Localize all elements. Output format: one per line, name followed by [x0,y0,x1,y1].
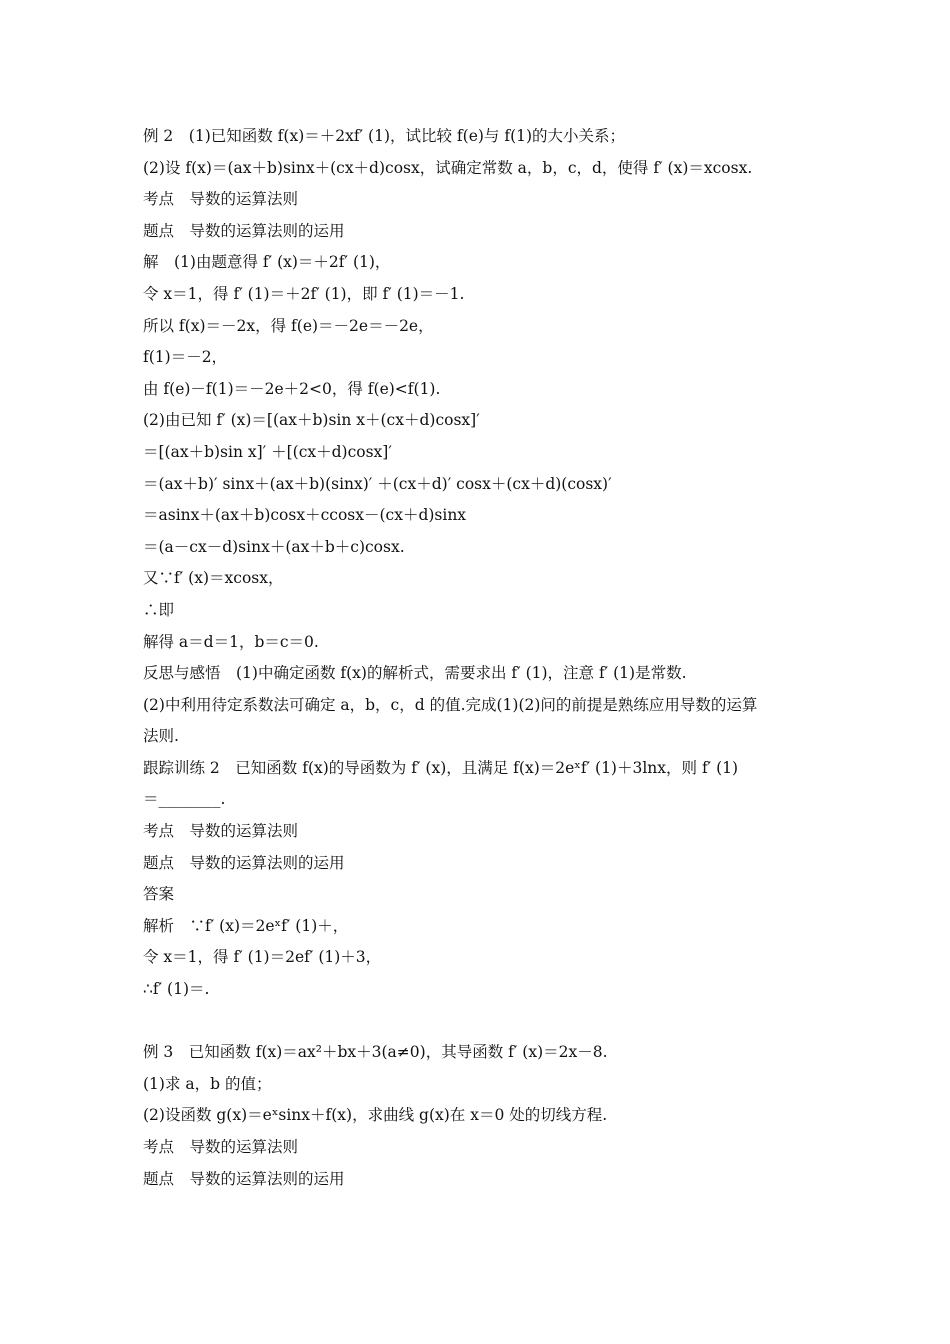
subtopic-label: 题点 导数的运算法则的运用 [143,221,345,240]
solution-line: ＝(a－cx－d)sinx＋(ax＋b＋c)cosx. [143,537,405,556]
solution-line: ＝[(ax＋b)sin x]′ ＋[(cx＋d)cosx]′ [143,442,392,461]
subtopic-label: 题点 导数的运算法则的运用 [143,1169,345,1188]
reflection-line: 反思与感悟 (1)中确定函数 f(x)的解析式，需要求出 f′ (1)，注意 f′ (1)是常数. [143,664,687,683]
document-body [143,121,823,1195]
solution-line: 解得 a＝d＝1，b＝c＝0. [143,632,319,651]
analysis-line: 解析 ∵f′ (x)＝2eˣf′ (1)＋， [143,916,349,935]
solution-line: (2)由已知 f′ (x)＝[(ax＋b)sin x＋(cx＋d)cosx]′ [143,411,480,430]
analysis-line: 令 x＝1，得 f′ (1)＝2ef′ (1)＋3， [143,948,382,967]
practice-2-title: 跟踪训练 2 已知函数 f(x)的导函数为 f′ (x)，且满足 f(x)＝2eˣf′ (1)＋3lnx，则 f′ (1) [143,758,739,777]
solution-line: 解 (1)由题意得 f′ (x)＝＋2f′ (1)， [143,253,391,272]
reflection-line: 法则. [143,727,179,746]
solution-line: 所以 f(x)＝－2x，得 f(e)＝－2e＝－2e， [143,316,434,335]
answer-label: 答案 [143,885,175,904]
example-3-part-1: (1)求 a，b 的值； [143,1074,272,1093]
practice-2-blank: ＝________. [143,790,226,809]
solution-line: f(1)＝－2， [143,348,228,367]
analysis-line: ∴f′ (1)＝. [143,980,210,999]
topic-label: 考点 导数的运算法则 [143,190,299,209]
example-3-part-2: (2)设函数 g(x)＝eˣsinx＋f(x)，求曲线 g(x)在 x＝0 处的切线方程. [143,1106,608,1125]
reflection-line: (2)中利用待定系数法可确定 a，b，c，d 的值.完成(1)(2)问的前提是熟练应用导数的运算 [143,695,758,714]
subtopic-label: 题点 导数的运算法则的运用 [143,853,345,872]
spacer [143,1006,823,1038]
solution-line: 又∵f′ (x)＝xcosx， [143,569,284,588]
example-2-part-2: (2)设 f(x)＝(ax＋b)sinx＋(cx＋d)cosx，试确定常数 a，b，c，d，使得 f′ (x)＝xcosx. [143,158,753,177]
solution-line: 由 f(e)－f(1)＝－2e＋2<0，得 f(e)<f(1). [143,379,441,398]
solution-line: ＝asinx＋(ax＋b)cosx＋ccosx－(cx＋d)sinx [143,506,467,525]
topic-label: 考点 导数的运算法则 [143,822,299,841]
topic-label: 考点 导数的运算法则 [143,1138,299,1156]
example-2-title: 例 2 (1)已知函数 f(x)＝＋2xf′ (1)，试比较 f(e)与 f(1)的大小关系； [143,127,626,145]
solution-line: ∴即 [143,600,175,619]
example-3-title: 例 3 已知函数 f(x)＝ax²＋bx＋3(a≠0)，其导函数 f′ (x)＝2x－8. [143,1043,608,1062]
solution-line: ＝(ax＋b)′ sinx＋(ax＋b)(sinx)′ ＋(cx＋d)′ cosx＋(cx＋d)(cosx)′ [143,474,612,493]
solution-line: 令 x＝1，得 f′ (1)＝＋2f′ (1)，即 f′ (1)＝－1. [143,284,465,303]
